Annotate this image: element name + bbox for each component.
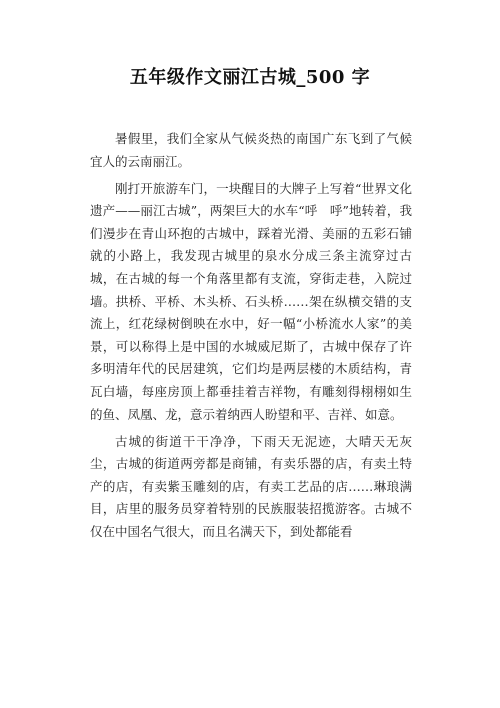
paragraph-1: 暑假里，我们全家从气候炎热的南国广东飞到了气候宜人的云南丽江。 [90, 131, 412, 169]
page-title: 五年级作文丽江古城_500 字 [129, 67, 371, 88]
paragraph-3: 古城的街道干干净净，下雨天无泥迹，大晴天无灰尘，古城的街道两旁都是商铺，有卖乐器的店，有卖土特产的店，有卖紫玉雕刻的店，有卖工艺品的店……琳琅满目，店里的服务员穿着特别的民族服装招揽游客。古城不仅在中国名气很大，而且名满天下，到处都能看 [90, 433, 412, 539]
paragraph-2: 刚打开旅游车门，一块醒目的大牌子上写着“世界文化遗产——丽江古城”，两架巨大的水车“呼 呼”地转着，我们漫步在青山环抱的古城中，踩着光滑、美丽的五彩石铺就的小路上，我发现古城里的泉水分成三条主流穿过古城，在古城的每一个角落里都有支流，穿街走巷，入院过墙。拱桥、平桥、木头桥、石头桥……架在纵横交错的支流上，红花绿树倒映在水中，好一幅“小桥流水人家”的美景，可以称得上是中国的水城威尼斯了，古城中保存了许多明清年代的民居建筑，它们均是两层楼的木质结构，青瓦白墙，每座房顶上都垂挂着吉祥物，有雕刻得栩栩如生的鱼、凤凰、龙，意示着纳西人盼望和平、吉祥、如意。 [90, 180, 412, 422]
document-body [90, 128, 412, 548]
